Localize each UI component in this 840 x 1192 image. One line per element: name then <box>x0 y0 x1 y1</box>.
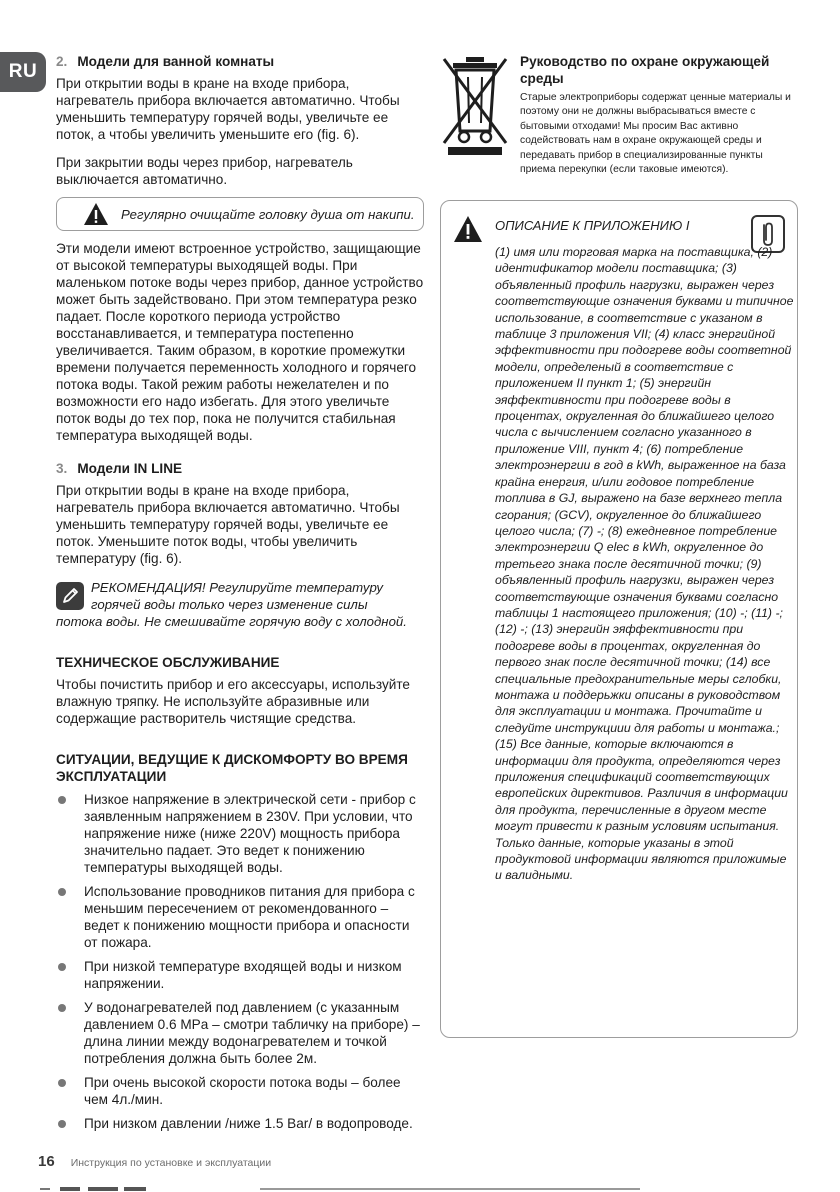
warning-icon <box>83 202 109 226</box>
environment-section <box>520 53 800 177</box>
annex-body: (1) имя или торговая марка на поставщика; (2) идентификатор модели поставщика; (3) объявленный профиль нагрузки, выражен через соответствующие означения буквами и типичное использование, в соответствие с указаном в таблице 3 приложения VII; (4) класс энергийной эффективности при подогреве воды соответной модели, определеный в соответствие с приложением II пункт 1; (5) энергийн эяффективности при подогреве воды в процентах, округленная до ближайшего целого числа с вычислением согласно указанного в приложение VIII, пункт 4; (6) потребление электроэнергии в год в kWh, выраженное на база крайна енергия, и/или годовое потребление топлива в GJ, выражено на базе верхнего тепла сгорания; (GCV), округленное до ближайшего целого числа; (7) -; (8) ежедневное потребление электроэнергии Q elec в kWh, округленное до третьего знака после десятичной точки; (9) объявленный профиль нагрузки, выражен через соответствующие означения буквами согласно таблицы 1 настоящего приложения; (10) -; (11) -; (12) -; (13) энергийн эяффективности при подогреве воды в процентах, округленная до первого знак после десятичной точки; (14) все специальные предохранительные меры сглобки, монтажа и поддерьжки описаны в руководством для эксплуатации и монтажа. Прочитайте и следуйте инструкциии для работы и монтажа.; (15) Все данные, которые включаются в информации для продукта, определяются через приложения спецификаций соответствующих европейских директивов. Различия в информации для продукта, перечисленные в другом месте могут привести к разным условиям испытания. Только данные, которые указаны в этой продуктовой информации являются приложимые и валидными. <box>495 245 794 883</box>
section-3-heading <box>56 460 424 477</box>
recommendation-note <box>56 579 424 630</box>
maintenance-heading: ТЕХНИЧЕСКОЕ ОБСЛУЖИВАНИЕ <box>56 655 280 670</box>
footer-text: Инструкция по установке и эксплуатации <box>70 1157 272 1169</box>
language-tab: RU <box>0 52 46 92</box>
pencil-icon <box>56 582 84 610</box>
environment-body: Старые электроприборы содержат ценные материалы и поэтому они не должны выбрасываться вместе с бытовыми отходами! Мы просим Вас активно содействовать нам в охране окружающей среды и передавать прибор в специализированные пункты приема перекупки (если таковые имеются). <box>520 92 791 176</box>
left-column <box>56 53 424 1139</box>
section-2-heading <box>56 53 424 70</box>
list-item: Использование проводников питания для прибора с меньшим пересечением от рекомендованного – ведет к понижению мощности прибора и опасности от пожара. <box>56 883 424 951</box>
section-2-paragraph-2: При закрытии воды через прибор, нагреватель выключается автоматично. <box>56 155 353 187</box>
list-item: При низкой температуре входящей воды и низком напряжении. <box>56 958 424 992</box>
section-3-paragraph-1: При открытии воды в кране на входе прибора, нагреватель прибора включается автоматично. Чтобы уменьшить температуру горячей воды, увеличьте ее поток. Уменьшите поток воды, чтобы увеличить температуру (fig. 6). <box>56 483 400 566</box>
annex-description-box <box>440 200 798 1038</box>
right-column <box>440 53 800 883</box>
recommendation-text-line-1: РЕКОМЕНДАЦИЯ! Регулируйте температуру горячей воды только через изменение силы <box>91 580 383 612</box>
section-2-paragraph-1: При открытии воды в кране на входе прибора, нагреватель прибора включается автоматично. Чтобы уменьшить температуру горячей воды, увеличьте ее поток, а чтобы увеличить уменьшите его (fig. 6). <box>56 76 400 142</box>
section-2-paragraph-3: Эти модели имеют встроенное устройство, защищающие от высокой температуры выходящей воды. При маленьком потоке воды через прибор, данное устройство может быть задействовано. При этом температура резко падает. После короткого периода устройство восстанавливается, и температура постепенно увеличивается. Таким образом, в короткие промежутки времени получается переменность холодного и горячего потока воды. Такой режим работы нежелателен и по возможности его надо избегать. Для этого увеличьте поток воды до тех пор, пока не получится стабильная температура выходящей воды. <box>56 241 424 443</box>
descaling-warning-box <box>56 197 424 231</box>
crossed-bin-icon <box>440 53 510 157</box>
section-3-number: 3. <box>56 461 68 476</box>
warning-text: Регулярно очищайте головку душа от накипи. <box>121 206 415 222</box>
annex-title: ОПИСАНИЕ К ПРИЛОЖЕНИЮ I <box>495 218 690 233</box>
list-item: При низком давлении /ниже 1.5 Bar/ в водопроводе. <box>56 1115 424 1132</box>
list-item: При очень высокой скорости потока воды – более чем 4л./мин. <box>56 1074 424 1108</box>
section-2-title: Модели для ванной комнаты <box>77 54 275 69</box>
section-2-number: 2. <box>56 54 68 69</box>
list-item: У водонагревателей под давлением (с указанным давлением 0.6 MPa – смотри табличку на приборе) – длина линии между водонагревателем и точкой потребления должна быть более 2м. <box>56 999 424 1067</box>
maintenance-paragraph: Чтобы почистить прибор и его аксессуары, используйте влажную тряпку. Не используйте абразивные или содержащие растворитель чистящие средства. <box>56 677 410 726</box>
troubleshooting-list <box>56 791 424 1132</box>
environment-title: Руководство по охране окружающей среды <box>520 54 770 86</box>
section-3-title: Модели IN LINE <box>77 461 183 476</box>
troubleshooting-heading: СИТУАЦИИ, ВЕДУЩИЕ К ДИСКОМФОРТУ ВО ВРЕМЯ ЭКСПЛУАТАЦИИ <box>56 752 408 784</box>
warning-icon <box>453 215 483 243</box>
page-footer <box>38 1153 271 1170</box>
recommendation-text-line-2: потока воды. Не смешивайте горячую воду с холодной. <box>56 614 407 629</box>
print-marks-decoration <box>0 1186 840 1192</box>
page-number: 16 <box>38 1153 55 1170</box>
list-item: Низкое напряжение в электрической сети - прибор с заявленным напряжением в 230V. При условии, что напряжение ниже (ниже 220V) мощность прибора значительно падает. Это ведет к понижению температуры выходящей воды. <box>56 791 424 876</box>
